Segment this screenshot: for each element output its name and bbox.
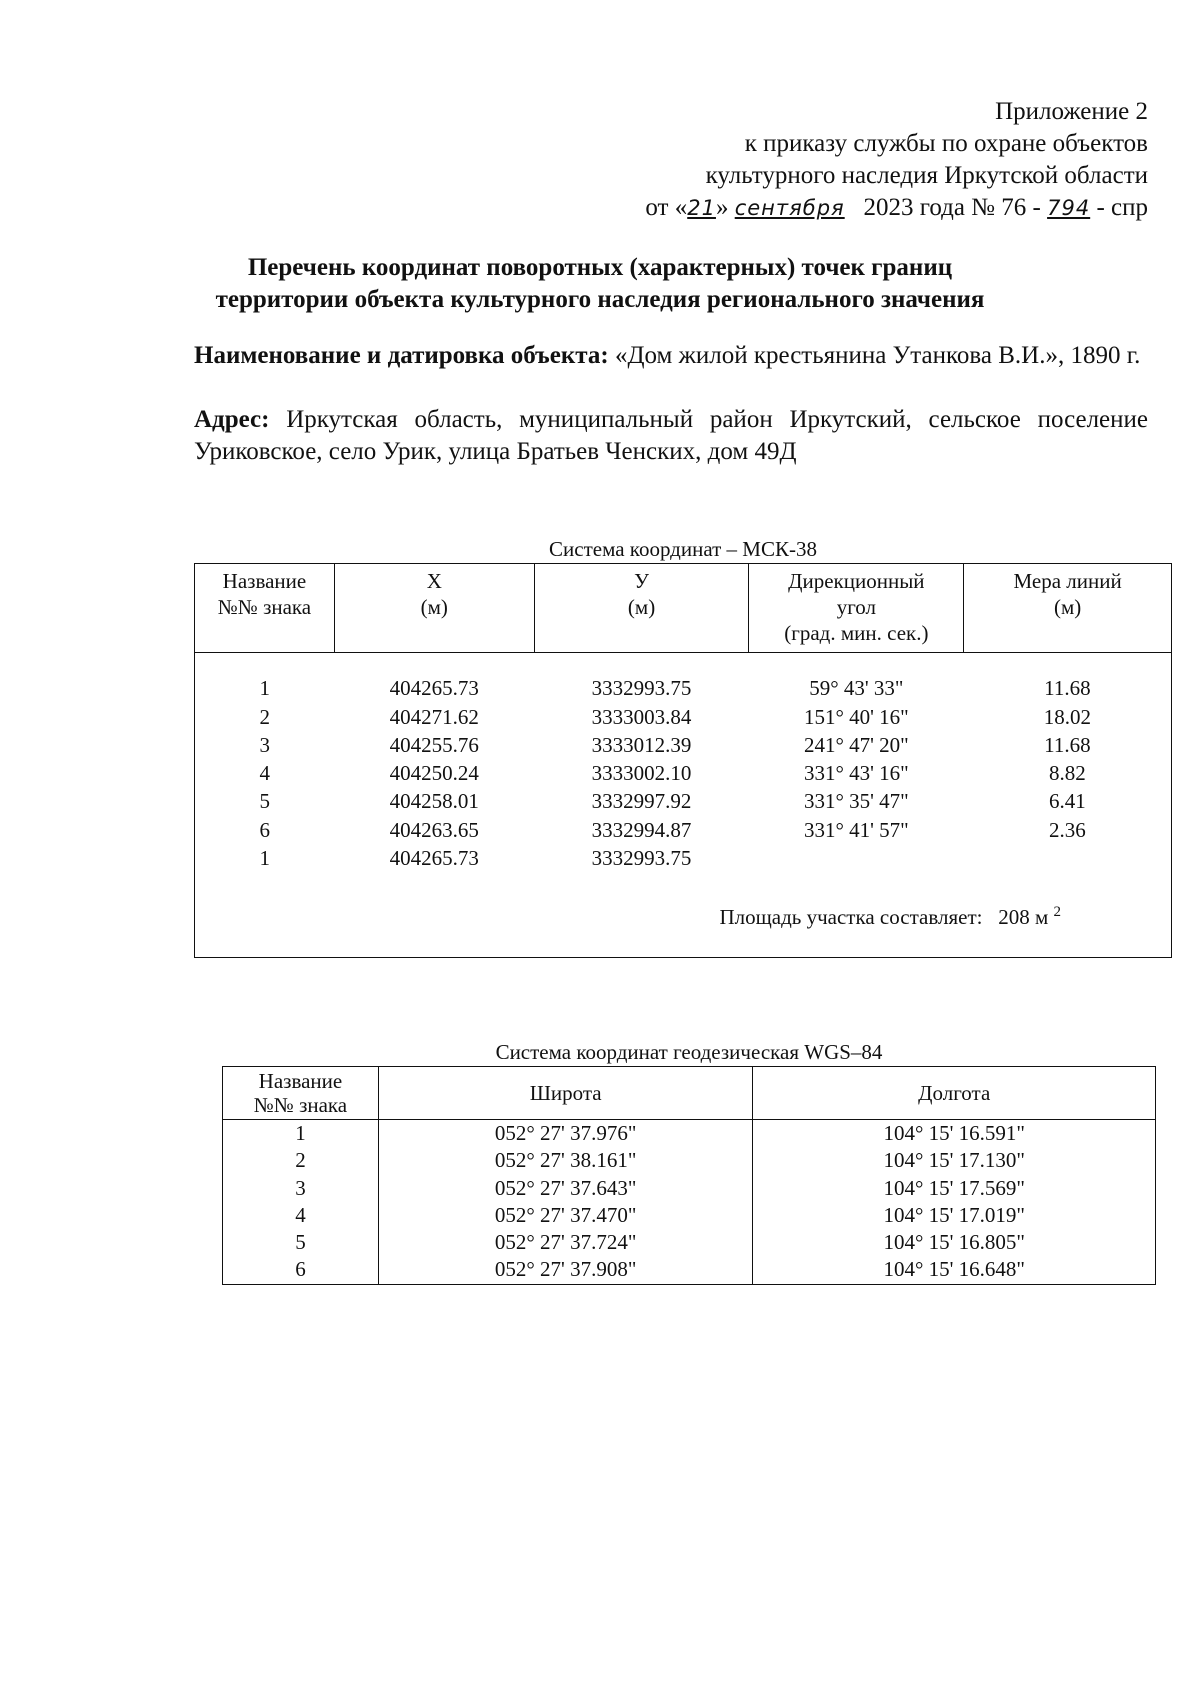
longitude-value: 104° 15' 16.648"	[753, 1256, 1156, 1284]
table-row	[223, 1147, 1156, 1174]
header-point-name: Название №№ знака	[195, 564, 335, 653]
latitude-value: 052° 27' 37.470"	[378, 1202, 753, 1229]
table-row	[195, 675, 1172, 703]
length-value: 11.68	[1044, 732, 1091, 757]
angle-value: 59° 43' 33"	[809, 676, 904, 701]
address-paragraph	[194, 404, 1148, 468]
order-suffix: - спр	[1096, 194, 1148, 221]
longitude-value: 104° 15' 17.130"	[753, 1147, 1156, 1174]
date-prefix: от «	[645, 194, 688, 221]
object-name-value: «Дом жилой крестьянина Утанкова В.И.», 1890 г.	[614, 342, 1141, 369]
date-suffix: 2023 года № 76 -	[863, 194, 1041, 221]
latitude-value: 052° 27' 37.976"	[378, 1120, 753, 1148]
table-row	[223, 1175, 1156, 1202]
header-x: X (м)	[334, 564, 534, 653]
header-latitude: Широта	[378, 1067, 753, 1120]
wgs-coordinates-table	[222, 1066, 1156, 1285]
handwritten-month: сентября	[734, 196, 845, 220]
length-value: 11.68	[1044, 676, 1091, 701]
latitude-value: 052° 27' 37.908"	[378, 1256, 753, 1284]
area-summary	[195, 873, 1172, 933]
table-row	[195, 703, 1172, 731]
y-value: 3333003.84	[591, 704, 692, 729]
table-row	[223, 1256, 1156, 1284]
header-point-name: Название №№ знака	[223, 1067, 379, 1120]
latitude-value: 052° 27' 37.724"	[378, 1229, 753, 1256]
angle-value	[749, 845, 964, 873]
y-value: 3333012.39	[591, 732, 692, 757]
point-name: 2	[295, 1148, 306, 1173]
length-value: 18.02	[1043, 704, 1092, 729]
longitude-value: 104° 15' 17.019"	[753, 1202, 1156, 1229]
latitude-value: 052° 27' 38.161"	[378, 1147, 753, 1174]
length-value	[964, 845, 1172, 873]
date-mid: »	[715, 194, 729, 221]
length-value: 2.36	[1049, 817, 1086, 842]
angle-value: 331° 35' 47"	[803, 789, 909, 814]
x-value: 404265.73	[389, 676, 479, 701]
point-name: 6	[259, 817, 270, 842]
y-value: 3332994.87	[591, 817, 692, 842]
header-direction-angle: Дирекционный угол (град. мин. сек.)	[749, 564, 964, 653]
latitude-value: 052° 27' 37.643"	[378, 1175, 753, 1202]
angle-value: 331° 43' 16"	[803, 761, 909, 786]
table-row	[195, 845, 1172, 873]
header-line-length: Мера линий (м)	[964, 564, 1172, 653]
table-row	[195, 816, 1172, 844]
x-value: 404265.73	[389, 846, 479, 871]
longitude-value: 104° 15' 16.591"	[753, 1120, 1156, 1148]
table-row	[195, 788, 1172, 816]
wgs-table-caption: Система координат геодезическая WGS–84	[495, 1040, 883, 1064]
area-value: 208 м	[998, 905, 1049, 930]
handwritten-order-number: 794	[1047, 196, 1091, 220]
msk-table-caption: Система координат – МСК-38	[549, 537, 817, 561]
length-value: 8.82	[1049, 761, 1086, 786]
address-value: Иркутская область, муниципальный район Иркутский, сельское поселение Уриковское, село Урик, улица Братьев Ченских, дом 49Д	[194, 406, 1148, 465]
title-line-2: территории объекта культурного наследия регионального значения	[215, 286, 985, 313]
document-title	[0, 252, 1200, 316]
point-name: 1	[259, 846, 270, 871]
msk-coordinates-table	[194, 563, 1172, 958]
y-value: 3332993.75	[591, 846, 692, 871]
appendix-header	[645, 96, 1148, 224]
object-name-paragraph	[194, 340, 1148, 372]
object-name-label: Наименование и датировка объекта:	[194, 342, 609, 369]
table-row	[223, 1202, 1156, 1229]
x-value: 404258.01	[389, 789, 479, 814]
length-value: 6.41	[1049, 789, 1086, 814]
address-label: Адрес:	[194, 406, 270, 433]
table-row	[195, 760, 1172, 788]
wgs-table-header-row	[223, 1067, 1156, 1120]
header-longitude: Долгота	[753, 1067, 1156, 1120]
header-y: У (м)	[534, 564, 749, 653]
title-line-1: Перечень координат поворотных (характерных) точек границ	[247, 254, 953, 281]
point-name: 4	[259, 761, 270, 786]
area-label: Площадь участка составляет:	[719, 905, 983, 930]
angle-value: 331° 41' 57"	[803, 817, 909, 842]
longitude-value: 104° 15' 17.569"	[753, 1175, 1156, 1202]
msk-table-header-row	[195, 564, 1172, 653]
point-name: 4	[295, 1202, 306, 1227]
angle-value: 151° 40' 16"	[803, 704, 909, 729]
point-name: 6	[295, 1257, 306, 1282]
x-value: 404255.76	[389, 732, 479, 757]
y-value: 3333002.10	[591, 761, 692, 786]
appendix-number: Приложение 2	[995, 98, 1148, 125]
x-value: 404271.62	[389, 704, 479, 729]
point-name: 5	[259, 789, 270, 814]
point-name: 3	[259, 732, 270, 757]
area-unit-superscript: 2	[1053, 904, 1061, 921]
x-value: 404250.24	[389, 761, 479, 786]
point-name: 1	[259, 676, 270, 701]
angle-value: 241° 47' 20"	[803, 732, 909, 757]
point-name: 2	[259, 704, 270, 729]
longitude-value: 104° 15' 16.805"	[753, 1229, 1156, 1256]
point-name: 3	[295, 1175, 306, 1200]
table-row	[223, 1120, 1156, 1148]
x-value: 404263.65	[389, 817, 479, 842]
table-row	[195, 732, 1172, 760]
point-name: 5	[295, 1230, 306, 1255]
point-name: 1	[295, 1121, 306, 1145]
table-row	[223, 1229, 1156, 1256]
y-value: 3332997.92	[591, 789, 692, 814]
appendix-agency-line: культурного наследия Иркутской области	[705, 162, 1148, 189]
appendix-order-line: к приказу службы по охране объектов	[744, 130, 1148, 157]
handwritten-day: 21	[687, 196, 716, 220]
order-date-line	[645, 192, 1148, 224]
y-value: 3332993.75	[591, 676, 692, 701]
